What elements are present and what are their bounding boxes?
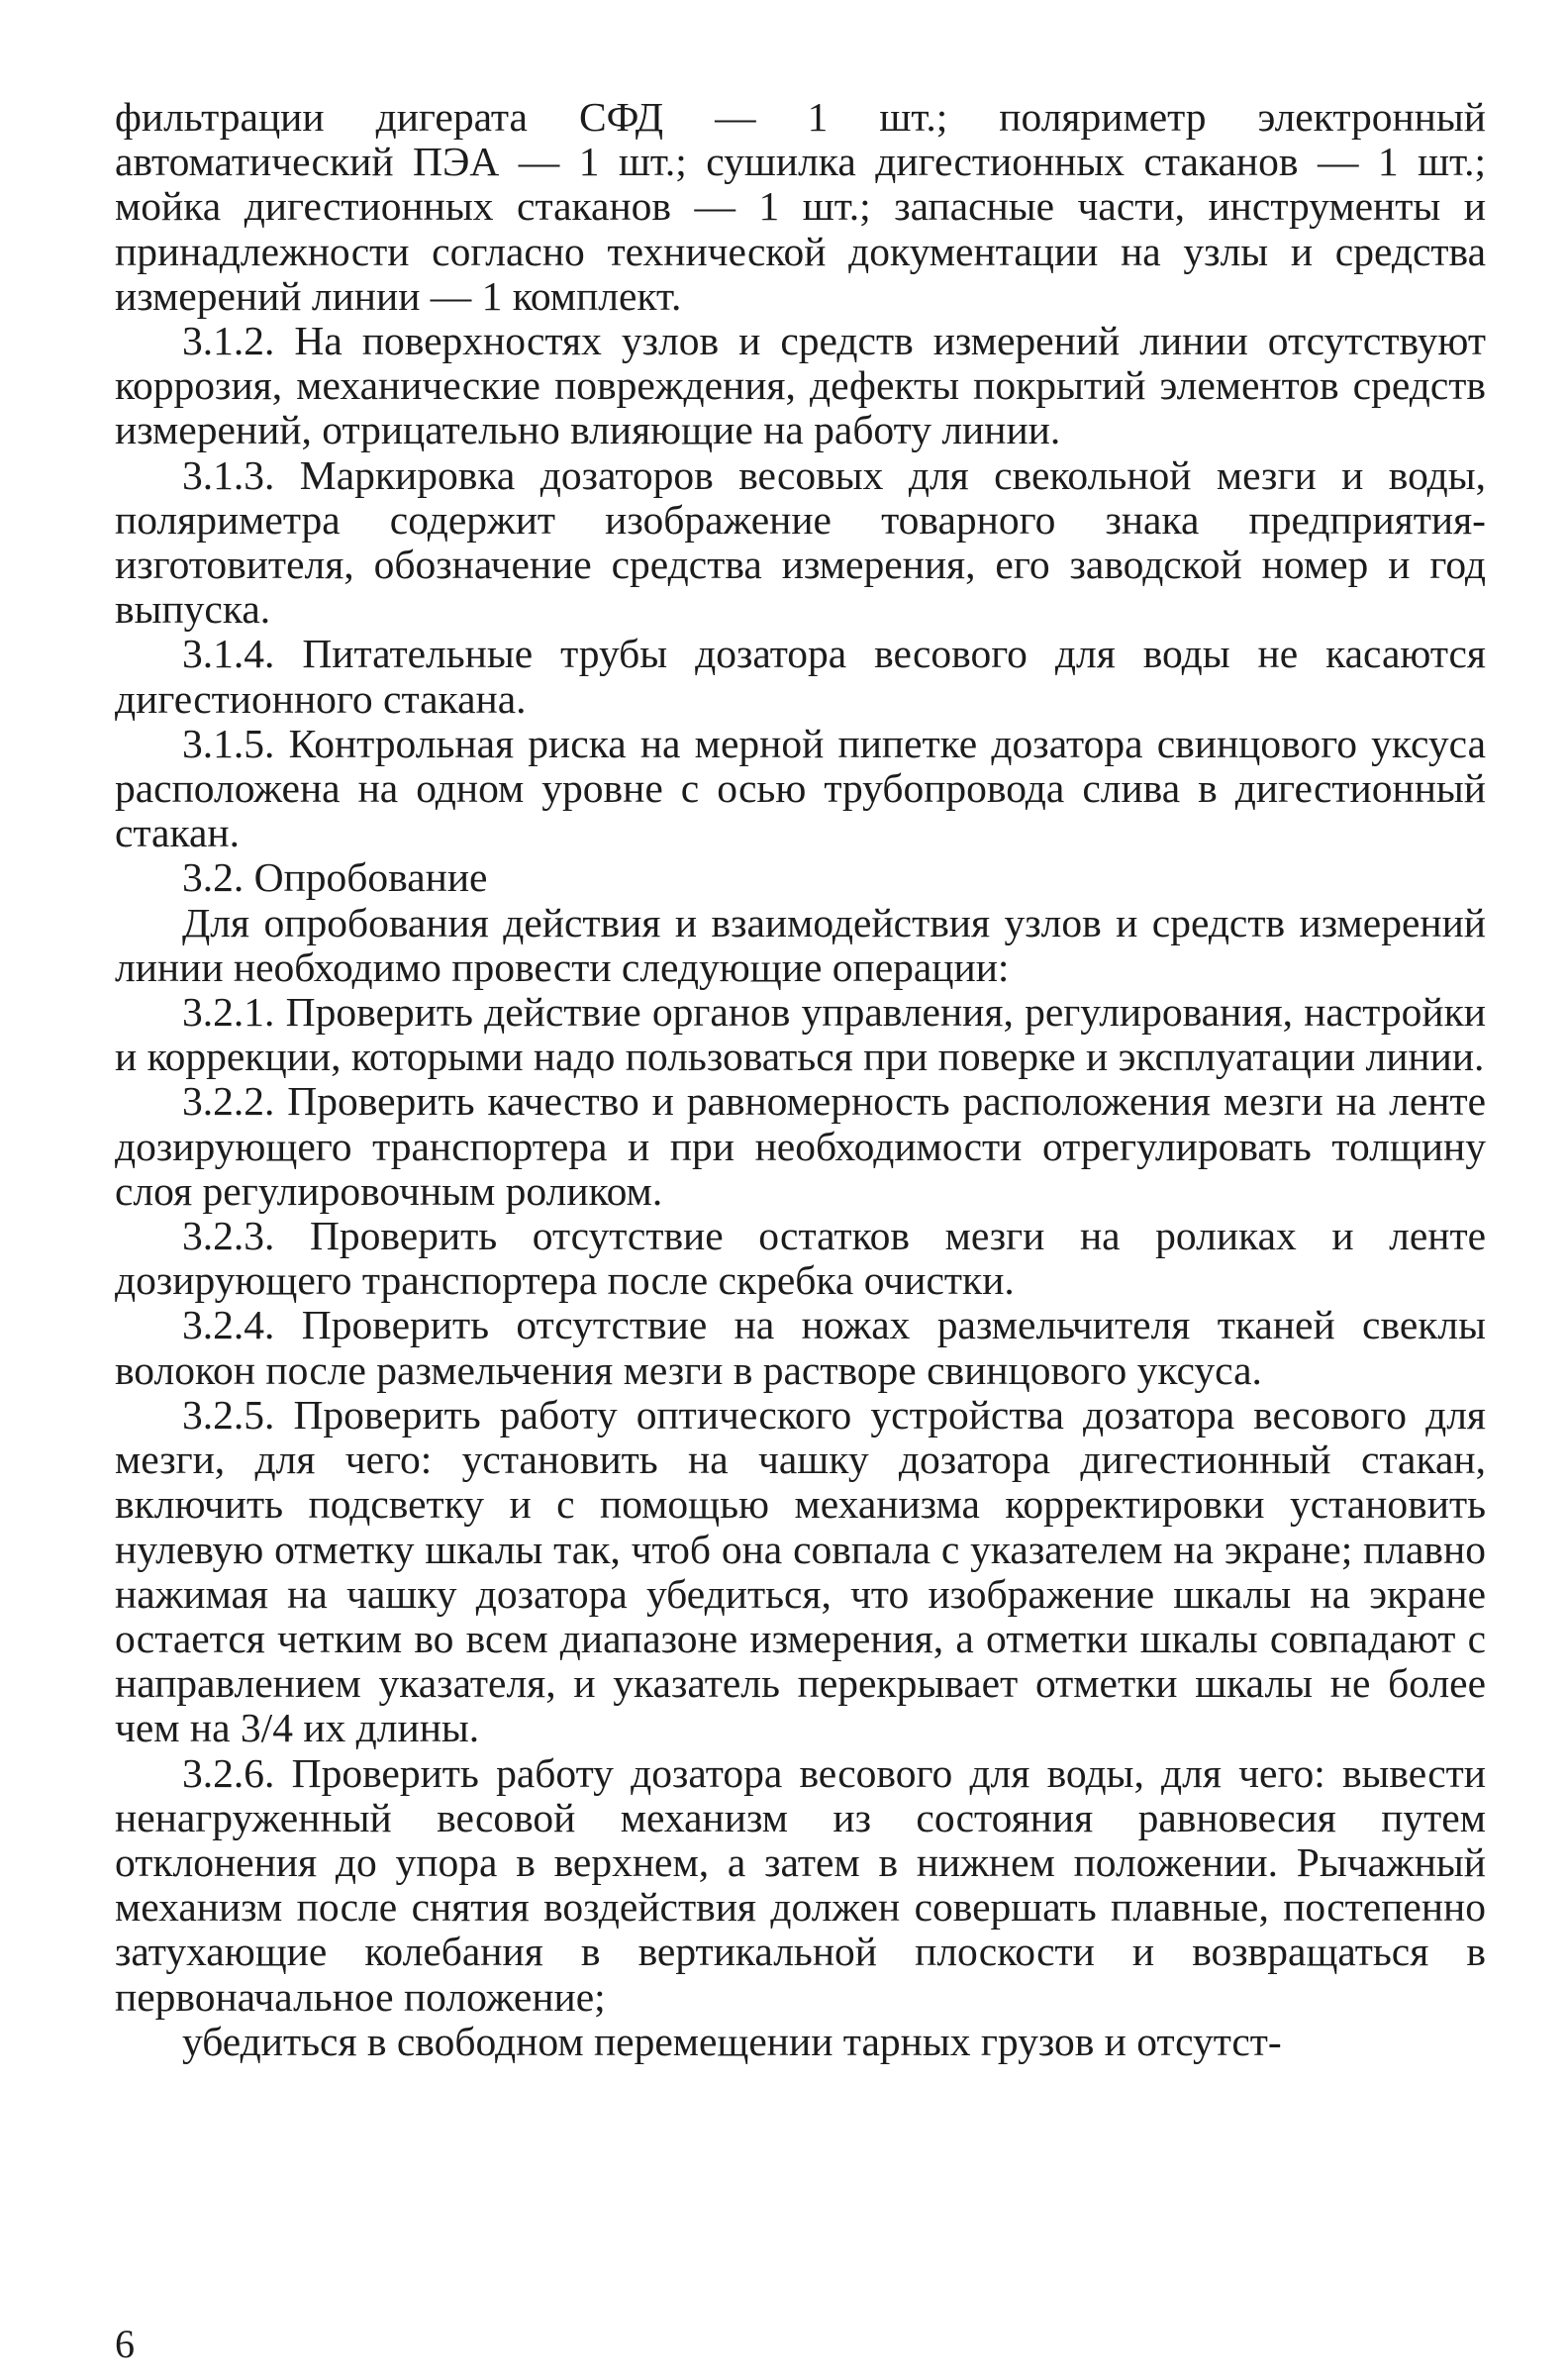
section-heading-3-2: 3.2. Опробование bbox=[182, 854, 488, 901]
paragraph-3-1-5: 3.1.5. Контрольная риска на мерной пипетке дозатора свинцового уксуса расположена на одном уровне с осью трубопровода слива в дигестионный стакан. bbox=[115, 720, 1486, 856]
paragraph-equipment-list: фильтрации дигерата СФД — 1 шт.; поляриметр электронный автоматический ПЭА — 1 шт.; сушилка дигестионных стаканов — 1 шт.; мойка дигестионных стаканов — 1 шт.; запасные части, инструменты и принадлежности согласно технической документации на узлы и средства измерений линии — 1 комплект. bbox=[115, 94, 1486, 319]
paragraph-3-2-4: 3.2.4. Проверить отсутствие на ножах размельчителя тканей свеклы волокон после размельчения мезги в растворе свинцового уксуса. bbox=[115, 1302, 1486, 1393]
body-text bbox=[115, 95, 1486, 2064]
paragraph-3-1-3: 3.1.3. Маркировка дозаторов весовых для свекольной мезги и воды, поляриметра содержит изображение товарного знака предприятия-изготовителя, обозначение средства измерения, его заводской номер и год выпуска. bbox=[115, 451, 1486, 633]
paragraph-3-2-1: 3.2.1. Проверить действие органов управления, регулирования, настройки и коррекции, которыми надо пользоваться при поверке и эксплуатации линии. bbox=[115, 989, 1486, 1080]
paragraph-3-2-6: 3.2.6. Проверить работу дозатора весового для воды, для чего: вывести ненагруженный весовой механизм из состояния равновесия путем отклонения до упора в верхнем, а затем в нижнем положении. Рычажный механизм после снятия воздействия должен совершать плавные, постепенно затухающие колебания в вертикальной плоскости и возвращаться в первоначальное положение; bbox=[115, 1749, 1486, 2020]
paragraph-testing-intro: Для опробования действия и взаимодействия узлов и средств измерений линии необходимо провести следующие операции: bbox=[115, 899, 1486, 990]
paragraph-3-1-4: 3.1.4. Питательные трубы дозатора весового для воды не касаются дигестионного стакана. bbox=[115, 631, 1486, 722]
paragraph-3-2-2: 3.2.2. Проверить качество и равномерность расположения мезги на ленте дозирующего транспортера и при необходимости отрегулировать толщину слоя регулировочным роликом. bbox=[115, 1078, 1486, 1214]
paragraph-continuation: убедиться в свободном перемещении тарных грузов и отсутст- bbox=[182, 2018, 1282, 2064]
paragraph-3-2-5: 3.2.5. Проверить работу оптического устройства дозатора весового для мезги, для чего: установить на чашку дозатора дигестионный стакан, включить подсветку и с помощью механизма корректировки установить нулевую отметку шкалы так, чтоб она совпала с указателем на экране; плавно нажимая на чашку дозатора убедиться, что изображение шкалы на экране остается четким во всем диапазоне измерения, а отметки шкалы совпадают с направлением указателя, и указатель перекрывает отметки шкалы не более чем на 3/4 их длины. bbox=[115, 1391, 1486, 1751]
page-number: 6 bbox=[115, 2322, 135, 2366]
paragraph-3-1-2: 3.1.2. На поверхностях узлов и средств измерений линии отсутствуют коррозия, механические повреждения, дефекты покрытий элементов средств измерений, отрицательно влияющие на работу линии. bbox=[115, 318, 1486, 453]
paragraph-3-2-3: 3.2.3. Проверить отсутствие остатков мезги на роликах и ленте дозирующего транспортера после скребка очистки. bbox=[115, 1213, 1486, 1304]
